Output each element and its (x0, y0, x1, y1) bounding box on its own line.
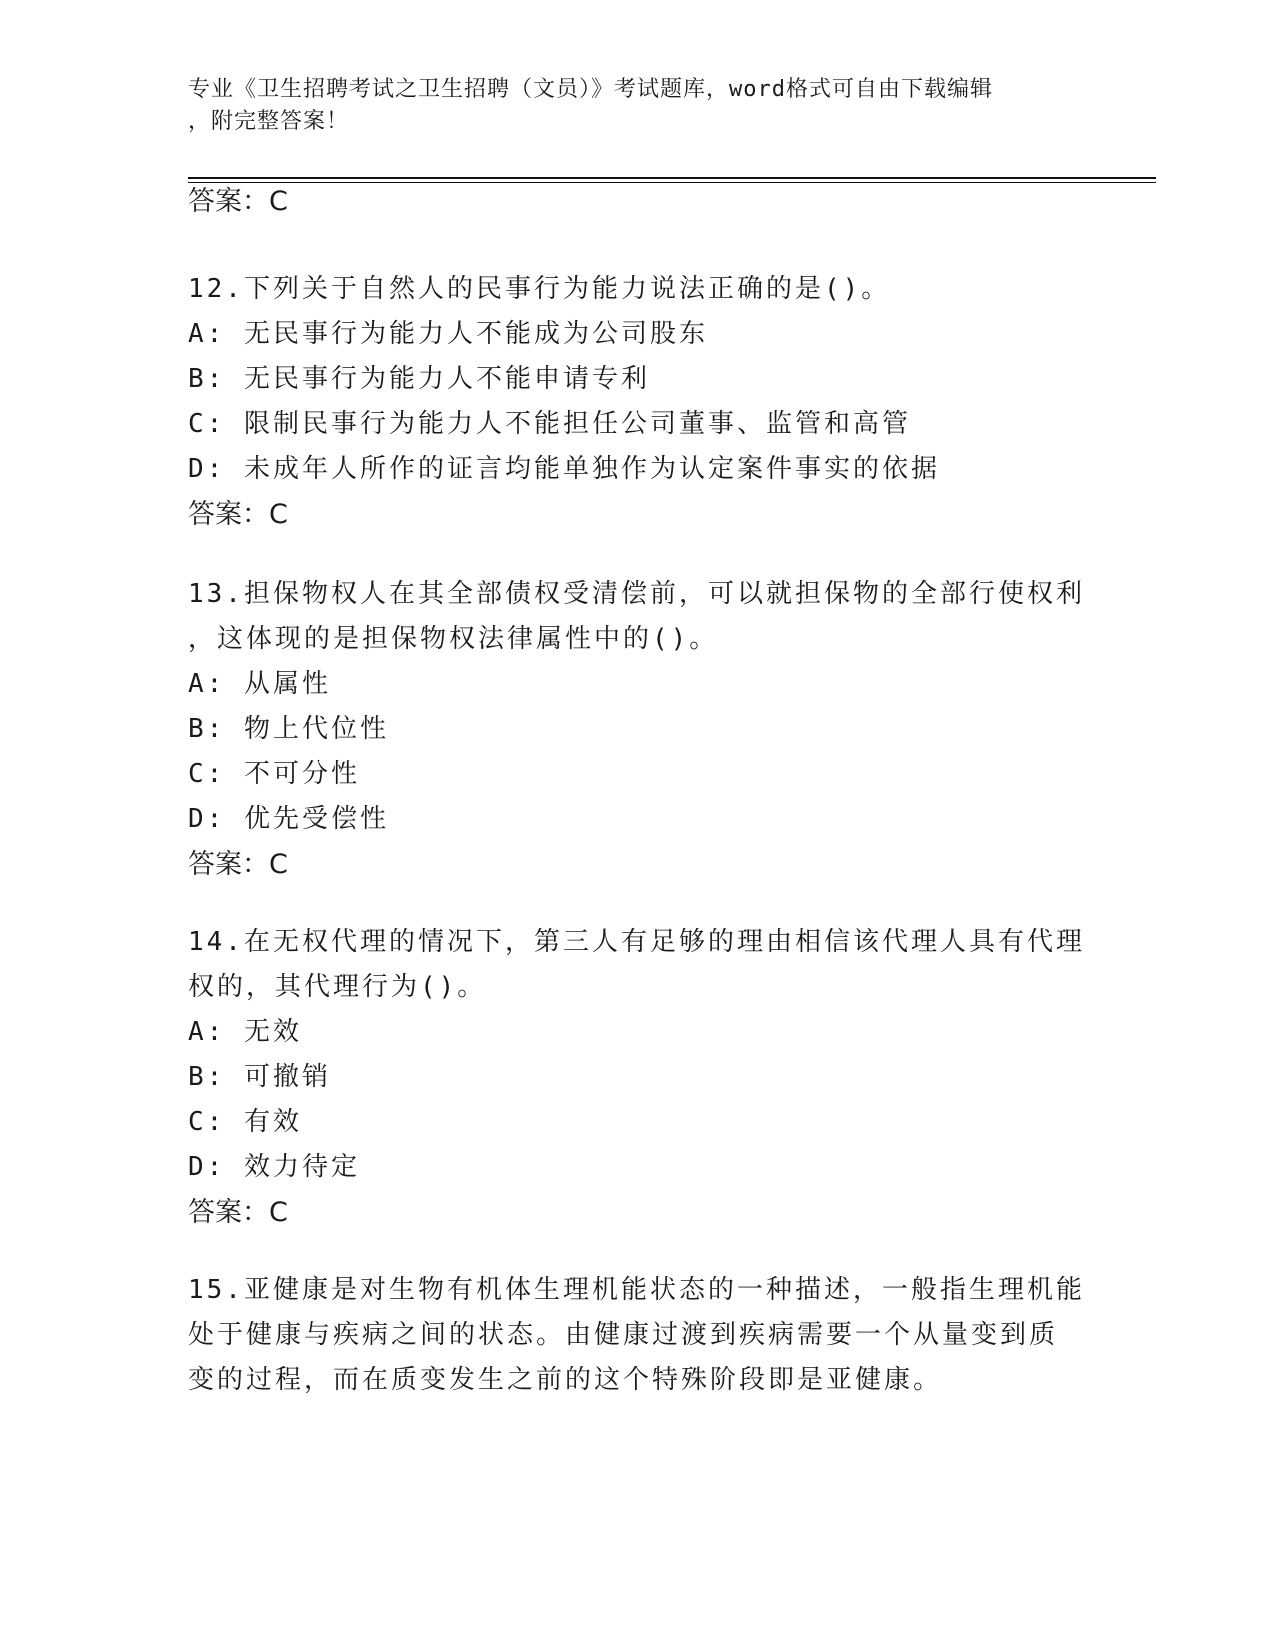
question-stem-line-1: 13.担保物权人在其全部债权受清偿前，可以就担保物的全部行使权利 (188, 579, 1085, 609)
option-b: B: 无民事行为能力人不能申请专利 (188, 364, 650, 394)
question-12 (188, 267, 1088, 537)
question-14 (188, 920, 1088, 1235)
option-a: A: 无效 (188, 1017, 302, 1047)
header-divider (188, 177, 1156, 183)
option-b: B: 物上代位性 (188, 714, 389, 744)
question-stem-line-2: 权的，其代理行为()。 (188, 972, 487, 1002)
question-stem-line-2: ，这体现的是担保物权法律属性中的()。 (188, 624, 719, 654)
question-stem: 12.下列关于自然人的民事行为能力说法正确的是()。 (188, 274, 891, 304)
header-line-2: ，附完整答案！ (188, 109, 350, 134)
option-a: A: 从属性 (188, 669, 331, 699)
question-stem-line-1: 15.亚健康是对生物有机体生理机能状态的一种描述，一般指生理机能 (188, 1275, 1085, 1305)
option-b: B: 可撤销 (188, 1062, 331, 1092)
option-d: D: 优先受偿性 (188, 804, 389, 834)
option-c: C: 不可分性 (188, 759, 360, 789)
option-d: D: 未成年人所作的证言均能单独作为认定案件事实的依据 (188, 454, 940, 484)
option-d: D: 效力待定 (188, 1152, 360, 1182)
document-header (188, 74, 1048, 138)
answer-label: 答案：C (188, 499, 288, 530)
question-stem-line-1: 14.在无权代理的情况下，第三人有足够的理由相信该代理人具有代理 (188, 927, 1085, 957)
option-c: C: 有效 (188, 1107, 302, 1137)
option-c: C: 限制民事行为能力人不能担任公司董事、监管和高管 (188, 409, 911, 439)
question-15 (188, 1268, 1088, 1403)
header-line-1: 专业《卫生招聘考试之卫生招聘（文员）》考试题库，word格式可自由下载编辑 (188, 77, 993, 102)
answer-label: 答案：C (188, 186, 288, 217)
answer-label: 答案：C (188, 849, 288, 880)
question-13 (188, 572, 1088, 887)
answer-label: 答案：C (188, 1197, 288, 1228)
question-stem-line-3: 变的过程，而在质变发生之前的这个特殊阶段即是亚健康。 (188, 1365, 943, 1395)
question-stem-line-2: 处于健康与疾病之间的状态。由健康过渡到疾病需要一个从量变到质 (188, 1320, 1059, 1350)
option-a: A: 无民事行为能力人不能成为公司股东 (188, 319, 708, 349)
